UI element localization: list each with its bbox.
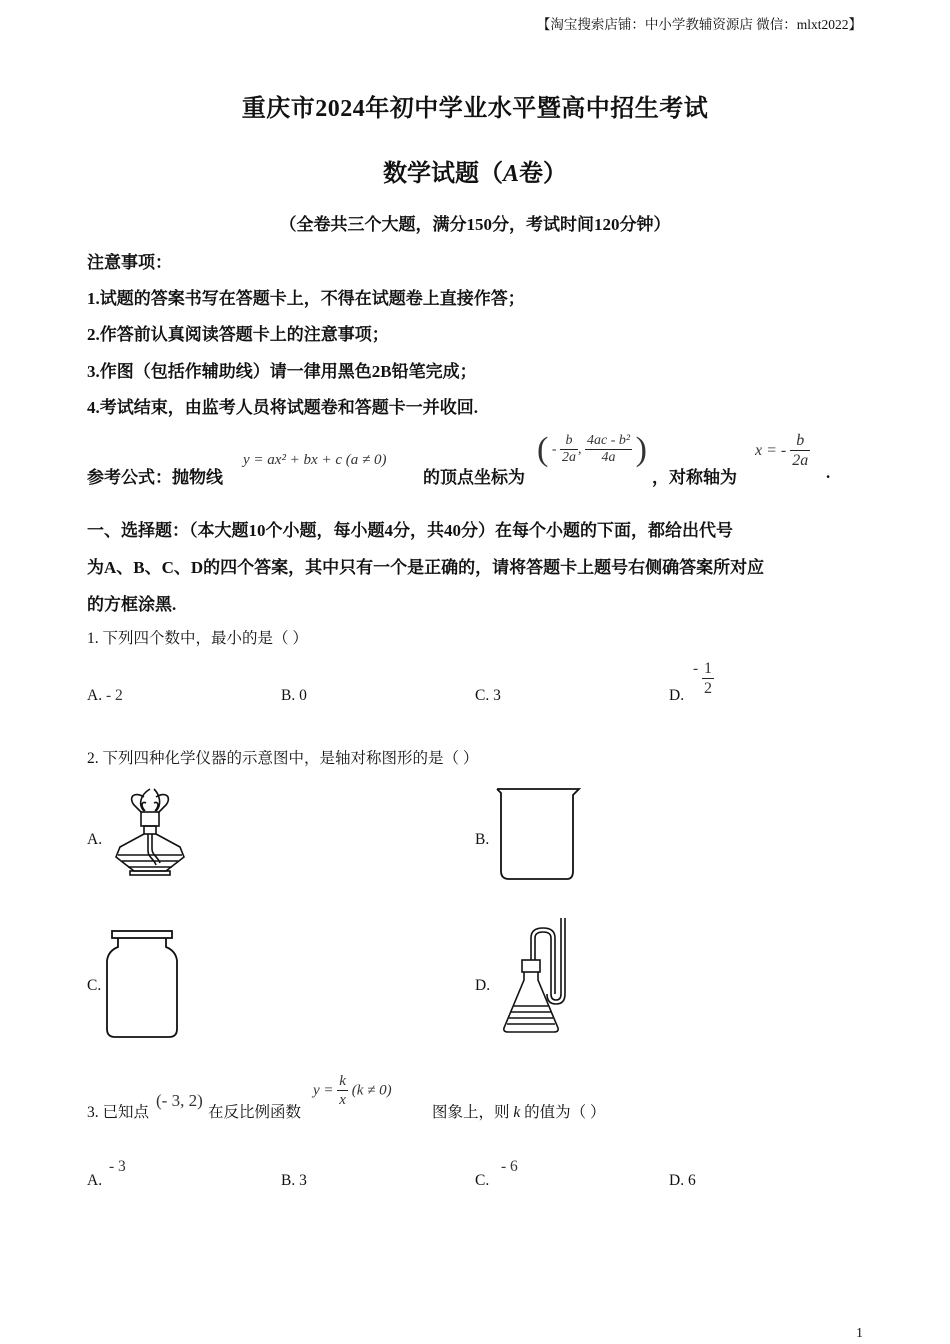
formula-label: 参考公式：抛物线 [87,468,223,487]
conical-flask-icon [500,916,572,1038]
notes-heading: 注意事项： [87,253,172,272]
page-number: 1 [856,1326,863,1341]
q1-option-c: C. 3 [475,687,501,704]
formula-vertex-label: 的顶点坐标为 [423,468,525,487]
q3-stem-post: 图象上，则 k 的值为（ ） [432,1104,606,1121]
q2-option-d-label: D. [475,977,491,994]
header-shop-note: 【淘宝搜索店铺：中小学教辅资源店 微信：mlxt2022】 [536,17,862,32]
q3-point: (- 3, 2) [156,1091,203,1110]
q1-option-b: B. 0 [281,687,307,704]
alcohol-lamp-icon [110,783,192,877]
q3-option-c-value: - 6 [501,1158,518,1175]
beaker-icon [493,785,585,883]
note-item-4: 4.考试结束，由监考人员将试题卷和答题卡一并收回. [87,398,478,417]
q3-option-a-value: - 3 [109,1158,126,1175]
q2-option-b-label: B. [475,831,490,848]
formula-parabola: y = ax² + bx + c (a ≠ 0) [243,452,387,468]
q3-option-b: B. 3 [281,1172,307,1189]
formula-axis-label: ，对称轴为 [652,468,737,487]
q3-stem-pre: 3. 已知点 [87,1104,150,1121]
note-item-2: 2.作答前认真阅读答题卡上的注意事项； [87,325,389,344]
formula-end: . [826,463,831,482]
reagent-bottle-icon [104,929,180,1041]
note-item-3: 3.作图（包括作辅助线）请一律用黑色2B铅笔完成； [87,362,477,381]
formula-axis: x = - $\frac{b}{2a}$ [755,432,809,469]
section1-line3: 的方框涂黑. [87,595,177,614]
section1-line2: 为A、B、C、D的四个答案，其中只有一个是正确的，请将答题卡上题号右侧确答案所对应 [87,558,765,577]
q3-function: y = $\frac{k}{x}$ (k ≠ 0) [313,1073,392,1108]
q1-option-d-value: - $\frac{1}{2}$ [693,660,713,697]
q3-option-a-label: A. [87,1172,103,1189]
q1-option-a: A. - 2 [87,687,123,704]
q1-option-d-label: D. [669,687,685,704]
q2-option-c-label: C. [87,977,102,994]
exam-title: 重庆市2024年初中学业水平暨高中招生考试 [241,96,709,122]
formula-vertex: ( - $\frac{b}{2a}$ , $\frac{\text{4ac - b²}}{4a}$ ) [537,431,647,468]
q1-stem: 1. 下列四个数中，最小的是（ ） [87,630,308,647]
q2-stem: 2. 下列四种化学仪器的示意图中，是轴对称图形的是（ ） [87,750,479,767]
note-item-1: 1.试题的答案书写在答题卡上，不得在试题卷上直接作答； [87,289,525,308]
exam-info: （全卷共三个大题，满分150分，考试时间120分钟） [279,215,671,234]
q2-option-a-label: A. [87,831,103,848]
q3-stem-mid: 在反比例函数 [208,1104,302,1121]
q3-option-d: D. 6 [669,1172,696,1189]
q3-option-c-label: C. [475,1172,490,1189]
exam-subtitle: 数学试题（A卷） [382,161,567,187]
section1-line1: 一、选择题：（本大题10个小题，每小题4分，共40分）在每个小题的下面，都给出代号 [87,521,733,540]
